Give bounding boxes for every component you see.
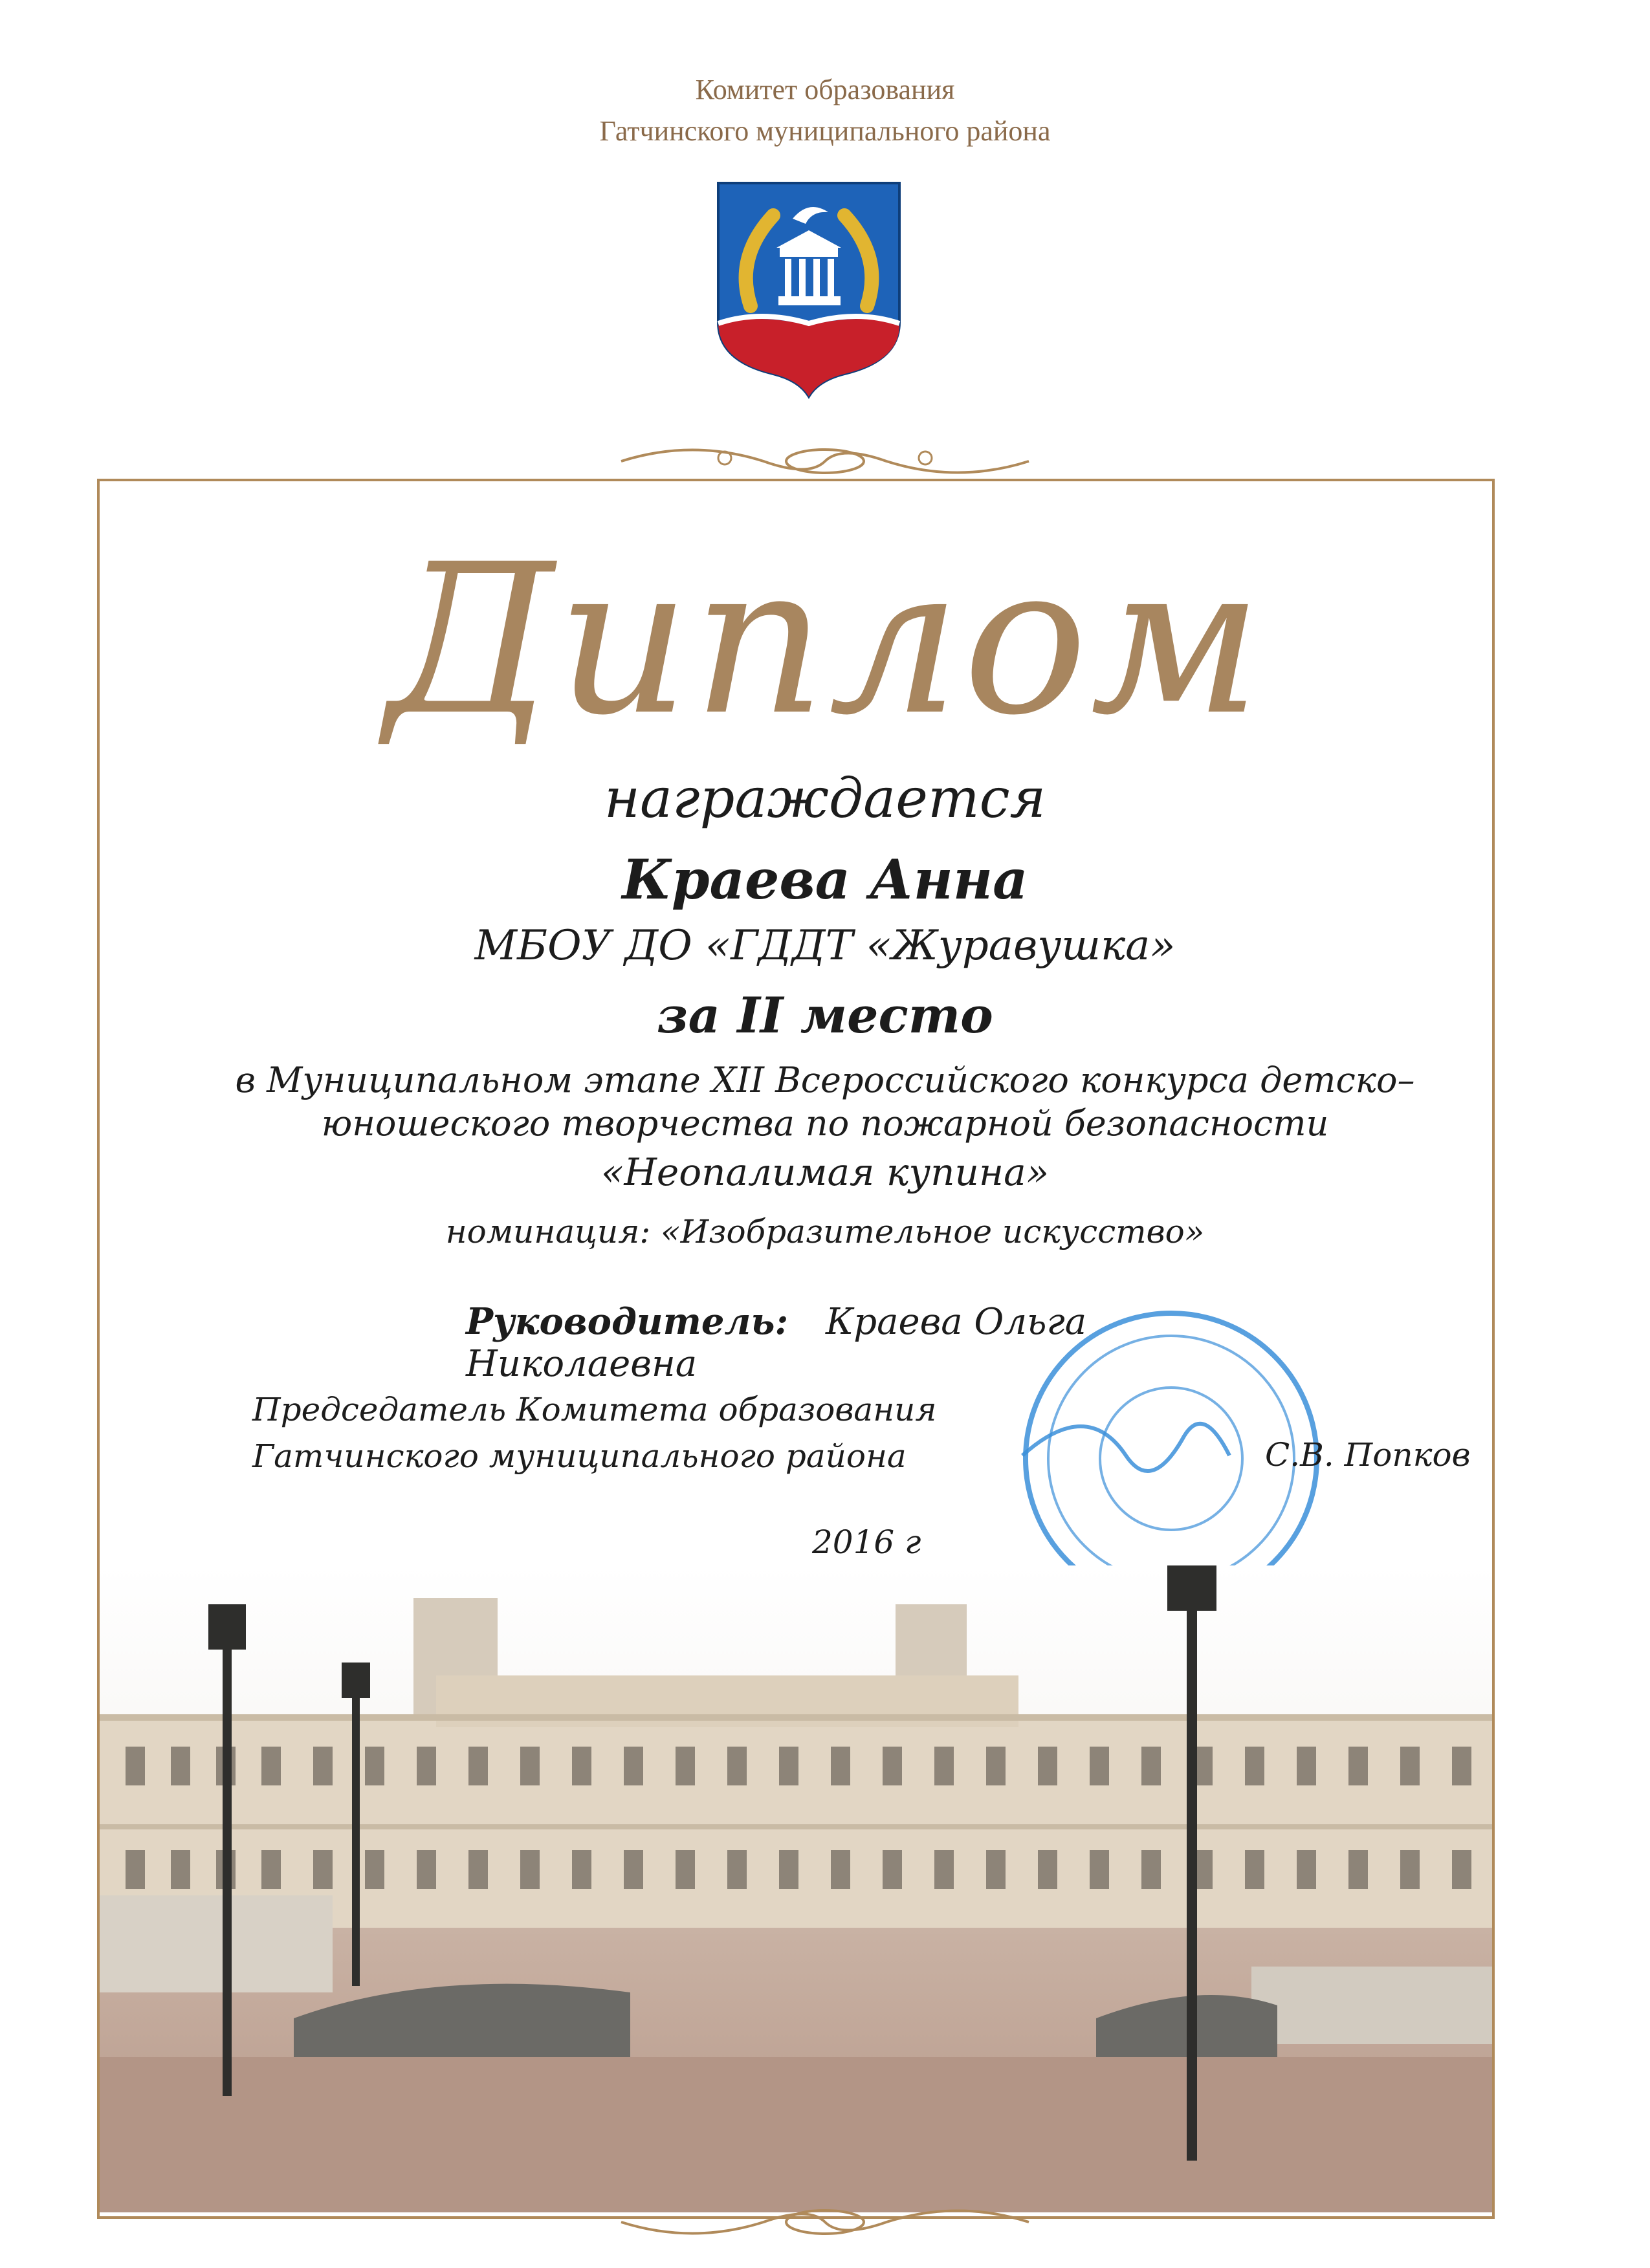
coat-of-arms-icon	[715, 180, 903, 400]
chairman-line1: Председатель Комитета образования	[252, 1391, 937, 1428]
nomination-text: номинация: «Изобразительное искусство»	[445, 1213, 1205, 1250]
supervisor-label: Руководитель:	[466, 1300, 789, 1343]
ornament-bottom-icon	[615, 2199, 1035, 2245]
contest-line3: «Неопалимая купина»	[600, 1150, 1050, 1194]
contest-line2: юношеского творчества по пожарной безопасности	[321, 1103, 1329, 1144]
supervisor-name: Краева Ольга Николаевна	[466, 1301, 1087, 1385]
recipient-name: Краева Анна	[622, 847, 1028, 911]
contest-line1: в Муниципальном этапе XII Всероссийского конкурса детско–	[235, 1060, 1415, 1100]
ornament-top-icon	[615, 439, 1035, 484]
certificate-title: Диплом	[385, 520, 1265, 761]
palace-illustration	[100, 1565, 1492, 2212]
committee-line1: Комитет образования	[695, 74, 955, 105]
awarded-text: награждается	[604, 767, 1046, 830]
committee-line2: Гатчинского муниципального района	[599, 115, 1051, 147]
place-text: за II место	[657, 987, 993, 1044]
year-text: 2016 г	[812, 1523, 921, 1561]
chairman-name: С.В. Попков	[1265, 1436, 1471, 1474]
chairman-line2: Гатчинского муниципального района	[252, 1437, 907, 1475]
institution-name: МБОУ ДО «ГДДТ «Журавушка»	[474, 922, 1176, 970]
